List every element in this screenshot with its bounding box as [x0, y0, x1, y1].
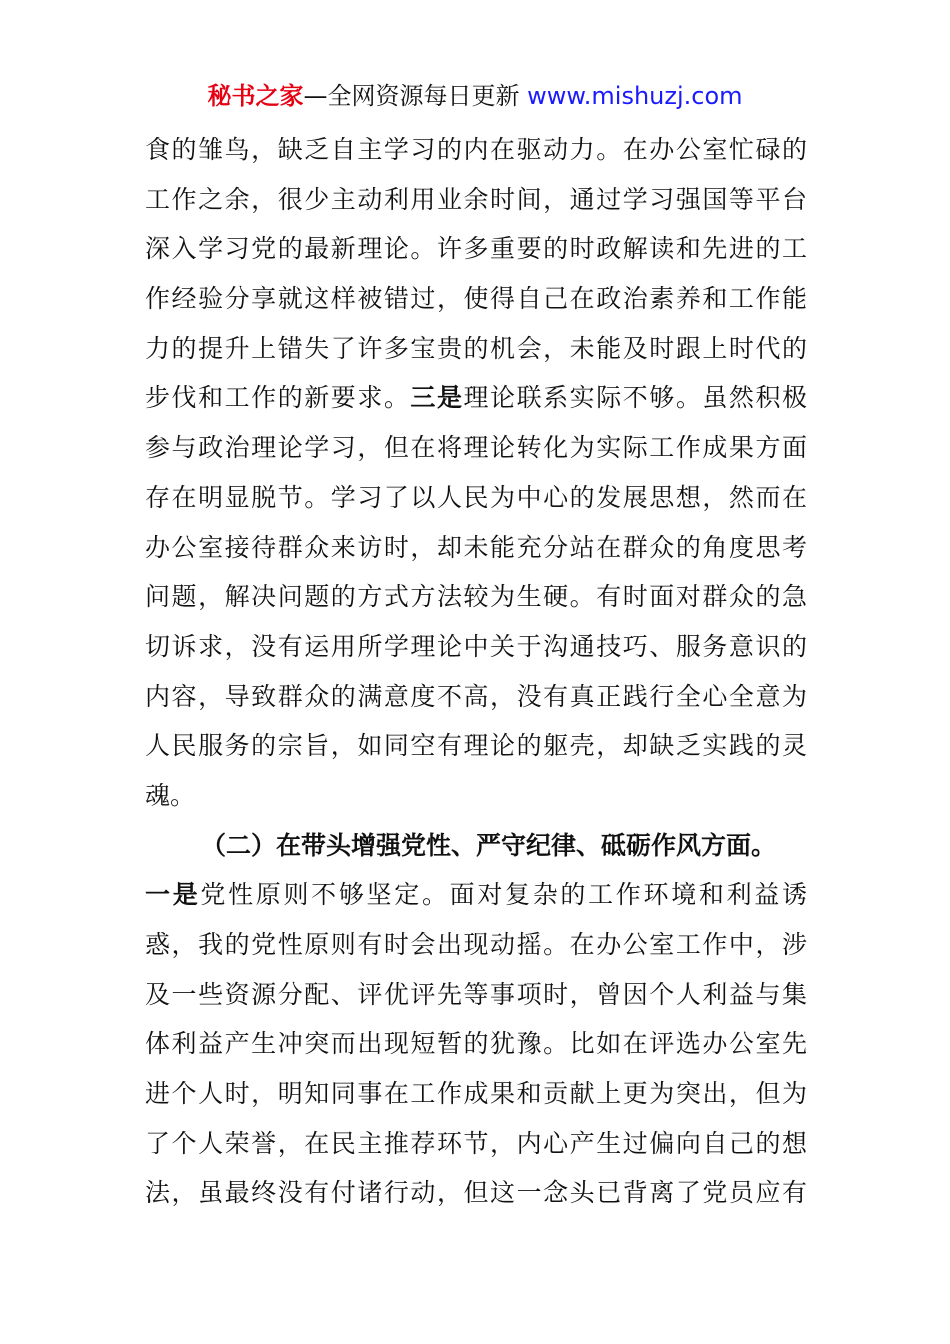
text-run: 党性原则不够坚定。面对复杂的工作环境和利益诱 — [200, 880, 807, 910]
text-line: 存在明显脱节。学习了以人民为中心的发展思想，然而在 — [145, 482, 807, 512]
text-line — [145, 870, 807, 920]
text-line: 了个人荣誉，在民主推荐环节，内心产生过偏向自己的想 — [145, 1128, 807, 1158]
text-run: 理论联系实际不够。虽然积极 — [463, 383, 807, 413]
text-line: 及一些资源分配、评优评先等事项时，曾因个人利益与集 — [145, 979, 807, 1009]
site-tagline: —全网资源每日更新 — [303, 82, 520, 110]
page-header — [0, 80, 950, 112]
text-line: 进个人时，明知同事在工作成果和贡献上更为突出，但为 — [145, 1079, 807, 1109]
text-line: 体利益产生冲突而出现短暂的犹豫。比如在评选办公室先 — [145, 1029, 807, 1059]
text-line: 参与政治理论学习，但在将理论转化为实际工作成果方面 — [145, 433, 807, 463]
text-line: 作经验分享就这样被错过，使得自己在政治素养和工作能 — [145, 284, 807, 314]
text-line: 工作之余，很少主动利用业余时间，通过学习强国等平台 — [145, 184, 807, 214]
section-heading: （二）在带头增强党性、严守纪律、砥砺作风方面。 — [201, 830, 777, 860]
document-body — [145, 125, 807, 1218]
text-line: 深入学习党的最新理论。许多重要的时政解读和先进的工 — [145, 234, 807, 264]
bold-marker: 三是 — [410, 383, 464, 413]
text-line: 人民服务的宗旨，如同空有理论的躯壳，却缺乏实践的灵 — [145, 731, 807, 761]
text-line: 魂。 — [145, 780, 196, 810]
text-line: 内容，导致群众的满意度不高，没有真正践行全心全意为 — [145, 681, 807, 711]
text-run: 步伐和工作的新要求。 — [145, 383, 411, 413]
text-line: 食的雏鸟，缺乏自主学习的内在驱动力。在办公室忙碌的 — [145, 135, 807, 164]
text-line: 切诉求，没有运用所学理论中关于沟通技巧、服务意识的 — [145, 631, 807, 661]
site-brand: 秘书之家 — [207, 82, 304, 110]
bold-marker: 一是 — [145, 880, 201, 910]
text-line: 问题，解决问题的方式方法较为生硬。有时面对群众的急 — [145, 582, 807, 612]
text-line: 惑，我的党性原则有时会出现动摇。在办公室工作中，涉 — [145, 930, 807, 959]
text-line: 法，虽最终没有付诸行动，但这一念头已背离了党员应有 — [145, 1178, 807, 1208]
text-line: 办公室接待群众来访时，却未能充分站在群众的角度思考 — [145, 532, 807, 562]
text-line: 力的提升上错失了许多宝贵的机会，未能及时跟上时代的 — [145, 333, 807, 363]
text-line — [145, 373, 807, 423]
site-url[interactable]: www.mishuzj.com — [527, 82, 743, 110]
